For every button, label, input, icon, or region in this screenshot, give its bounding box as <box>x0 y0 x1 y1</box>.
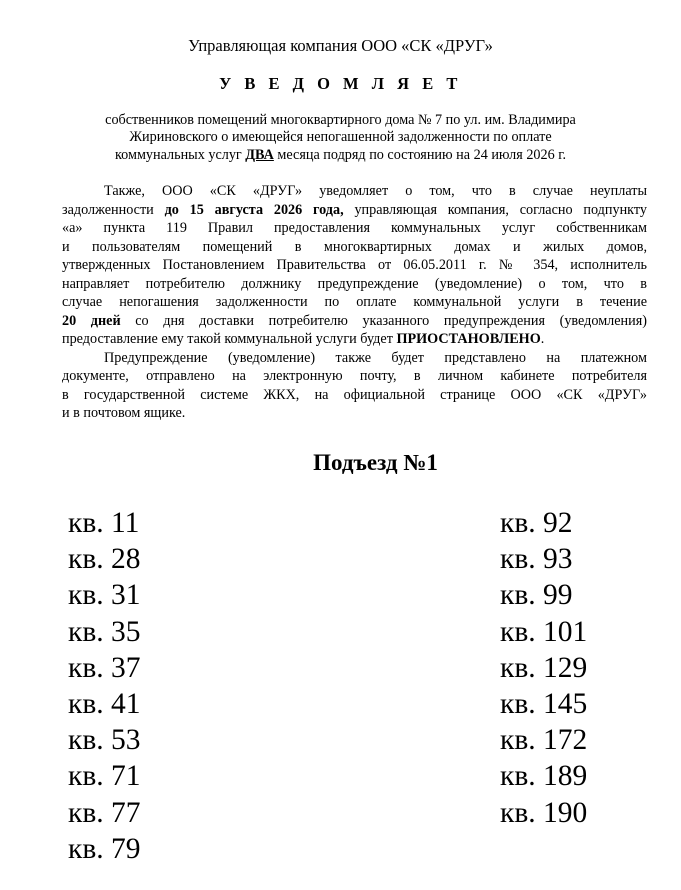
intro-line: собственников помещений многоквартирного дома № 7 по ул. им. Владимира <box>105 112 576 128</box>
notice-body <box>62 182 647 423</box>
apartment-list-right <box>500 505 587 831</box>
intro-block <box>70 112 611 164</box>
apartment-item: кв. 31 <box>68 579 141 612</box>
intro-text: коммунальных услуг <box>114 146 246 163</box>
body-line: документе, отправлено на электронную почту, в личном кабинете потребителя <box>62 368 647 384</box>
body-line <box>62 201 647 220</box>
body-text: задолженности <box>62 201 165 218</box>
body-line: и в почтовом ящике. <box>62 405 186 421</box>
apartment-item: кв. 35 <box>68 615 141 648</box>
apartment-item: кв. 28 <box>68 543 141 576</box>
intro-text: месяца подряд по состоянию на 24 июля 2026 г. <box>273 146 567 163</box>
body-line: направляет потребителю должнику предупреждение (уведомление) о том, что в <box>62 275 647 292</box>
deadline-date: до 15 августа 2026 года, <box>164 201 344 218</box>
body-line: «а» пункта 119 Правил предоставления коммунальных услуг собственникам <box>62 220 647 236</box>
suspended-word: ПРИОСТАНОВЛЕНО <box>396 331 541 347</box>
apartment-item: кв. 93 <box>500 543 573 576</box>
apartment-item: кв. 172 <box>500 724 588 757</box>
months-count: ДВА <box>245 146 274 163</box>
apartment-list-left <box>68 505 141 867</box>
apartment-item: кв. 37 <box>68 651 141 684</box>
body-line: случае непогашения задолженности по оплате коммунальной услуги в течение <box>62 294 647 310</box>
body-line <box>62 330 647 349</box>
body-text: со дня доставки потребителю указанного предупреждения (уведомления) <box>120 312 647 329</box>
company-name: Управляющая компания ООО «СК «ДРУГ» <box>188 36 493 55</box>
body-line: Предупреждение (уведомление) также будет представлено на платежном <box>104 349 647 366</box>
apartment-item: кв. 77 <box>68 796 141 829</box>
body-line: в государственной системе ЖКХ, на официальной странице ООО «СК «ДРУГ» <box>62 386 647 403</box>
body-text: . <box>540 331 545 347</box>
body-text: предоставление ему такой коммунальной услуги будет <box>62 331 397 347</box>
notice-heading: У В Е Д О М Л Я Е Т <box>219 74 462 93</box>
body-line <box>62 312 647 331</box>
apartment-item: кв. 53 <box>68 724 141 757</box>
apartment-item: кв. 101 <box>500 615 588 648</box>
apartment-item: кв. 99 <box>500 579 573 612</box>
body-line: и пользователям помещений в многоквартирных домах и жилых домов, <box>62 238 647 255</box>
intro-line: Жириновского о имеющейся непогашенной задолженности по оплате <box>129 129 552 146</box>
apartment-item: кв. 189 <box>500 760 588 793</box>
apartment-item: кв. 79 <box>68 832 141 865</box>
days-count: 20 дней <box>62 312 121 329</box>
body-line: Также, ООО «СК «ДРУГ» уведомляет о том, что в случае неуплаты <box>104 183 647 199</box>
apartment-item: кв. 11 <box>68 507 140 539</box>
apartment-item: кв. 41 <box>68 688 141 721</box>
intro-line <box>70 147 611 164</box>
apartment-item: кв. 190 <box>500 796 588 829</box>
apartment-item: кв. 92 <box>500 507 573 539</box>
body-line: утвержденных Постановлением Правительства от 06.05.2011 г. № 354, исполнитель <box>62 257 647 273</box>
body-text: управляющая компания, согласно подпункту <box>343 201 647 218</box>
entrance-title: Подъезд №1 <box>313 450 438 475</box>
apartment-item: кв. 129 <box>500 651 588 684</box>
apartment-item: кв. 71 <box>68 760 141 793</box>
apartment-item: кв. 145 <box>500 688 588 721</box>
